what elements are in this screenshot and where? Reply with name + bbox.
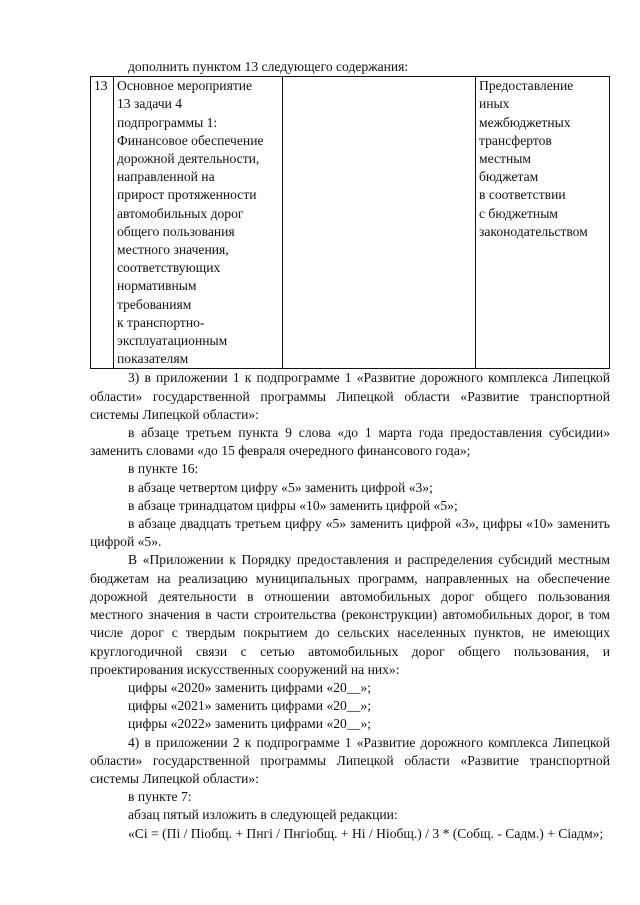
paragraph: цифры «2020» заменить цифрами «20__»; [128, 679, 372, 695]
row-number: 13 [91, 77, 114, 369]
measure-cell: Основное мероприятие 13 задачи 4 подпрограммы 1: Финансовое обеспечение дорожной деятельности, направленной на прирост протяженности автомобильных дорог общего пользования местного значения, соответствующих нормативным требованиям к транспортно- эксплуатационным показателям [114, 77, 283, 369]
paragraph: в абзаце четвертом цифру «5» заменить цифрой «3»; [128, 479, 433, 495]
paragraph: 3) в приложении 1 к подпрограмме 1 «Развитие дорожного комплекса Липецкой области» государственной программы Липецкой области «Развитие транспортной системы Липецкой области»: [90, 370, 610, 422]
paragraph: в пункте 16: [128, 461, 199, 477]
paragraph: В «Приложении к Порядку предоставления и распределения субсидий местным бюджетам на реализацию муниципальных программ, направленных на обеспечение дорожной деятельности в отношении автомобильных дорог общего пользования местного значения в части строительства (реконструкции) автомобильных дорог, в том числе дорог с твердым покрытием до сельских населенных пунктов, не имеющих круглогодичной связи с сетью автомобильных дорог общего пользования, и проектирования искусственных сооружений на них»: [90, 552, 610, 677]
paragraph: цифры «2022» заменить цифрами «20__»; [128, 716, 372, 732]
formula-paragraph: «Сi = (Пi / Пiобщ. + Пнгi / Пнгiобщ. + Нi / Нiобщ.) / 3 * (Собщ. - Садм.) + Сiадм»; [128, 825, 604, 841]
paragraph: в пункте 7: [128, 789, 192, 805]
measures-table [90, 76, 610, 369]
intro-text: дополнить пунктом 13 следующего содержания: [128, 59, 409, 74]
paragraph: 4) в приложении 2 к подпрограмме 1 «Развитие дорожного комплекса Липецкой области» государственной программы Липецкой области «Развитие транспортной системы Липецкой области»: [90, 734, 610, 786]
empty-cell [283, 77, 476, 369]
paragraph: в абзаце двадцать третьем цифру «5» заменить цифрой «3», цифры «10» заменить цифрой «5». [90, 516, 610, 550]
paragraph: цифры «2021» заменить цифрами «20__»; [128, 698, 372, 714]
document-page [90, 58, 610, 843]
table-row [91, 77, 610, 369]
paragraph: в абзаце тринадцатом цифры «10» заменить цифрой «5»; [128, 497, 458, 513]
paragraph: в абзаце третьем пункта 9 слова «до 1 марта года предоставления субсидии» заменить словами «до 15 февраля очередного финансового года»; [90, 425, 610, 459]
paragraph: абзац пятый изложить в следующей редакции: [128, 807, 398, 823]
mechanism-cell: Предоставление иных межбюджетных трансфертов местным бюджетам в соответствии с бюджетным законодательством [476, 77, 610, 369]
